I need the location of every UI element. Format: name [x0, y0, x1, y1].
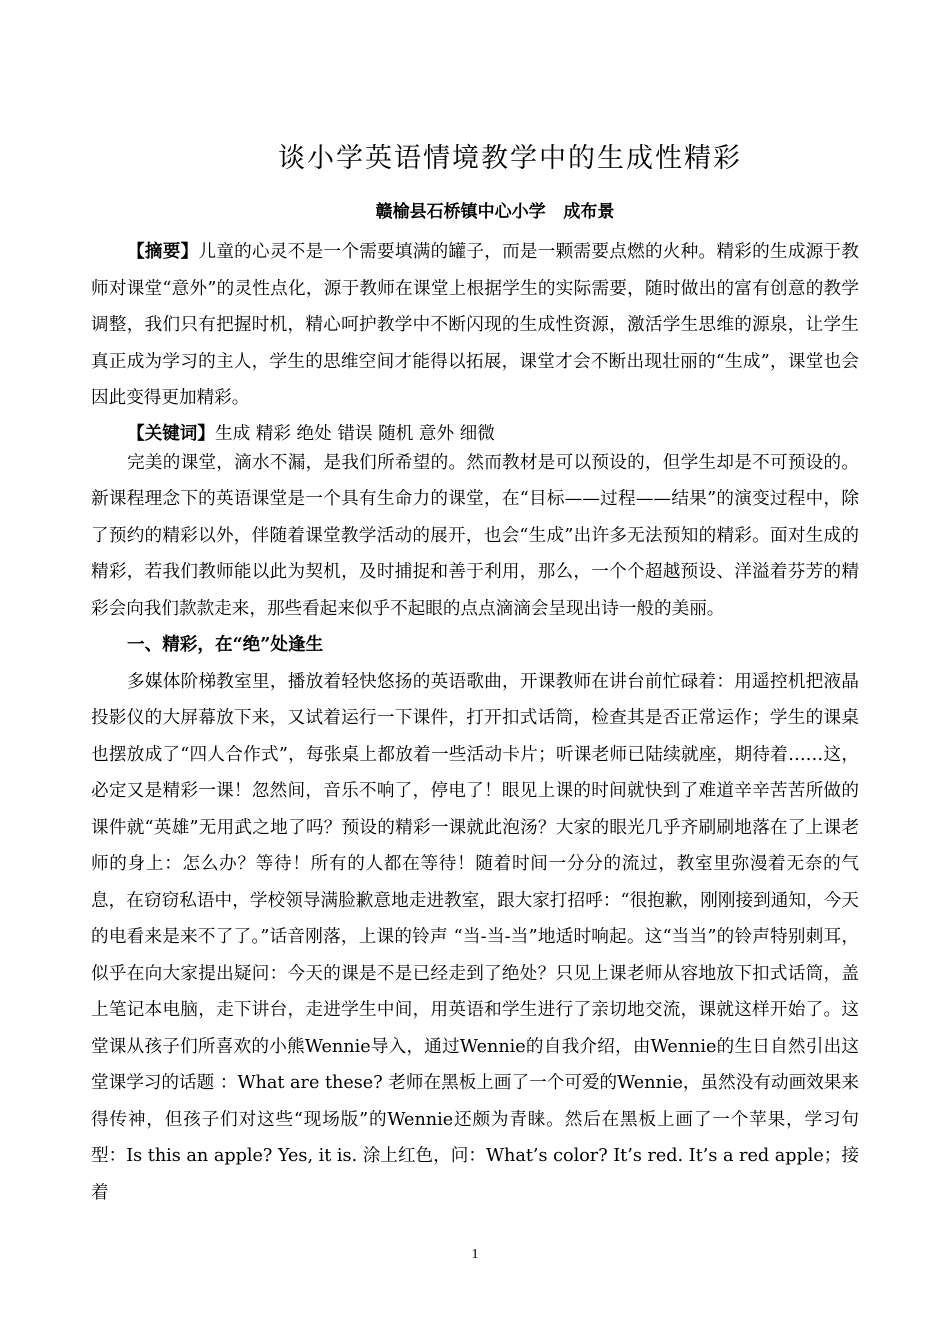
- abstract-text: 儿童的心灵不是一个需要填满的罐子，而是一颗需要点燃的火种。精彩的生成源于教师对课堂“意外”的灵性点化，源于教师在课堂上根据学生的实际需要，随时做出的富有创意的教学调整，我们只有把握时机，精心呵护教学中不断闪现的生成性资源，激活学生思维的源泉，让学生真正成为学习的主人，学生的思维空间才能得以拓展，课堂才会不断出现壮丽的“生成”，课堂也会因此变得更加精彩。: [91, 242, 859, 408]
- section-1-paragraph: 多媒体阶梯教室里，播放着轻快悠扬的英语歌曲，开课教师在讲台前忙碌着：用遥控机把液晶投影仪的大屏幕放下来，又试着运行一下课件，打开扣式话筒，检查其是否正常运作；学生的课桌也摆放成了“四人合作式”，每张桌上都放着一些活动卡片；听课老师已陆续就座，期待着……这，必定又是精彩一课！忽然间，音乐不响了，停电了！眼见上课的时间就快到了难道辛辛苦苦所做的课件就“英雄”无用武之地了吗？预设的精彩一课就此泡汤？大家的眼光几乎齐刷刷地落在了上课老师的身上：怎么办？等待！所有的人都在等待！随着时间一分分的流过，教室里弥漫着无奈的气息，在窃窃私语中，学校领导满脸歉意地走进教室，跟大家打招呼：“很抱歉，刚刚接到通知，今天的电看来是来不了了。”话音刚落，上课的铃声 “当-当-当”地适时响起。这“当当”的铃声特别刺耳，似乎在向大家提出疑问：今天的课是不是已经走到了绝处？只见上课老师从容地放下扣式话筒，盖上笔记本电脑，走下讲台，走进学生中间，用英语和学生进行了亲切地交流，课就这样开始了。这堂课从孩子们所喜欢的小熊Wennie导入，通过Wennie的自我介绍，由Wennie的生日自然引出这堂课学习的话题 ：What are these? 老师在黑板上画了一个可爱的Wennie，虽然没有动画效果来得传神，但孩子们对这些“现场版”的Wennie还颇为青睐。然后在黑板上画了一个苹果，学习句型：Is this an apple? Yes, it is. 涂上红色，问：What’s color? It’s red. It’s a red apple；接着: [91, 671, 859, 1203]
- keywords-label: 【关键词】: [127, 422, 215, 444]
- author-line: 赣榆县石桥镇中心小学 成布景: [375, 202, 615, 222]
- abstract-paragraph: [91, 234, 859, 417]
- intro-paragraph: 完美的课堂，滴水不漏，是我们所希望的。然而教材是可以预设的，但学生却是不可预设的。新课程理念下的英语课堂是一个具有生命力的课堂，在“目标——过程——结果”的演变过程中，除了预约的精彩以外，伴随着课堂教学活动的展开，也会“生成”出许多无法预知的精彩。面对生成的精彩，若我们教师能以此为契机，及时捕捉和善于利用，那么，一个个超越预设、洋溢着芬芳的精彩会向我们款款走来，那些看起来似乎不起眼的点点滴滴会呈现出诗一般的美丽。: [91, 452, 859, 619]
- document-title: 谈小学英语情境教学中的生成性精彩: [278, 143, 742, 174]
- page-number: 1: [471, 1247, 479, 1262]
- keywords-text: 生成 精彩 绝处 错误 随机 意外 细微: [214, 423, 495, 444]
- document-body: [91, 234, 859, 1211]
- section-1-heading: 一、精彩，在“绝”处逢生: [127, 634, 324, 655]
- abstract-label: 【摘要】: [127, 241, 199, 262]
